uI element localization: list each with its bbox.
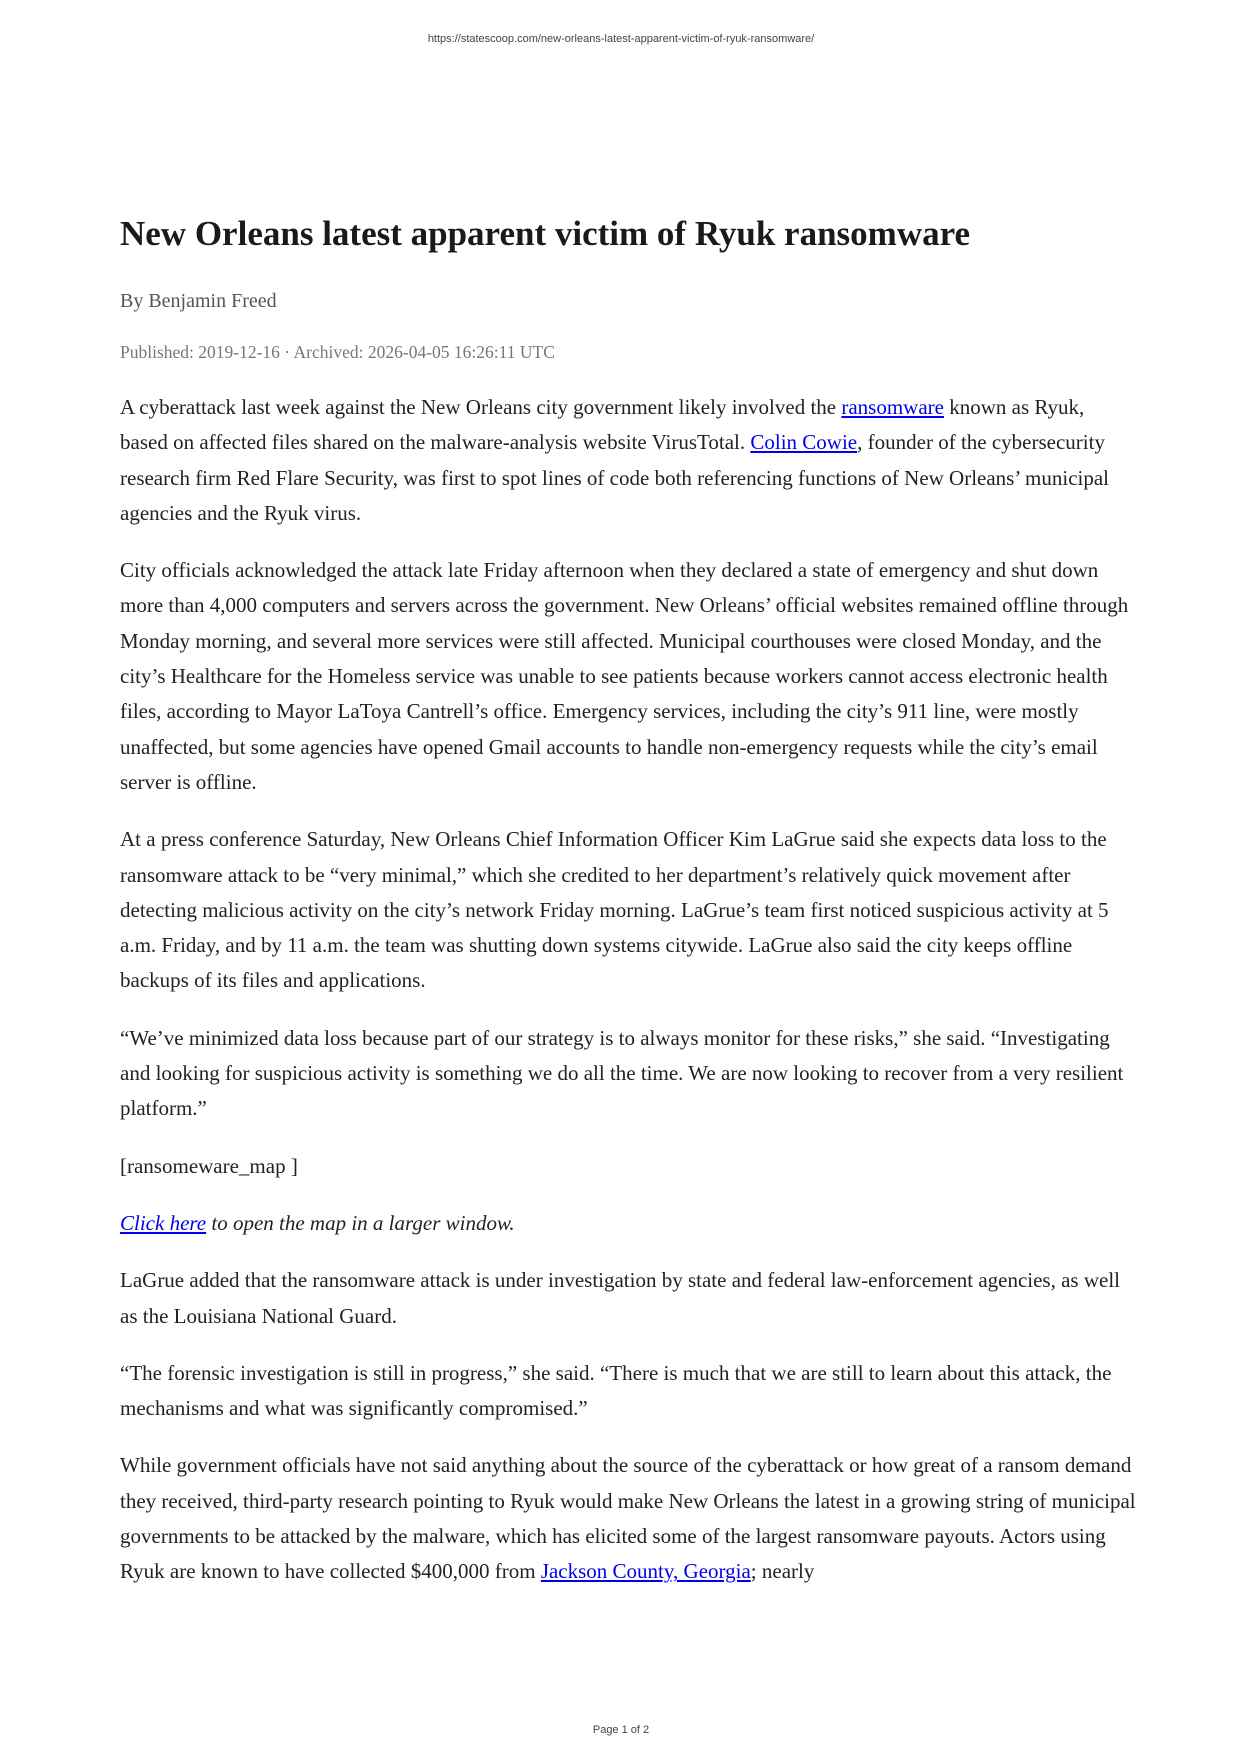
byline: By Benjamin Freed [120, 290, 277, 312]
paragraph-map-link [120, 1206, 1136, 1241]
paragraph-4: “We’ve minimized data loss because part of our strategy is to always monitor for these risks,” she said. “Investigating and looking for suspicious activity is something we do all the time. We are now looking to recover from a very resilient platform.” [120, 1025, 1124, 1121]
paragraph-2: City officials acknowledged the attack late Friday afternoon when they declared a state of emergency and shut down more than 4,000 computers and servers across the government. New Orleans’ official websites remained offline through Monday morning, and several more services were still affected. Municipal courthouses were closed Monday, and the city’s Healthcare for the Homeless service was unable to see patients because workers cannot access electronic health files, according to Mayor LaToya Cantrell’s office. Emergency services, including the city’s 911 line, were mostly unaffected, but some agencies have opened Gmail accounts to handle non-emergency requests while the city’s email server is offline. [120, 558, 1129, 794]
colin-cowie-link[interactable]: Colin Cowie [750, 430, 858, 455]
text: ; nearly [750, 1559, 815, 1584]
text: , founder of the cybersecurity research firm Red Flare Security, was first to spot lines of code both referencing functions of New Orleans’ municipal agencies and the Ryuk virus. [120, 430, 1110, 525]
paragraph-7: LaGrue added that the ransomware attack is under investigation by state and federal law-enforcement agencies, as well as the Louisiana National Guard. [120, 1268, 1121, 1328]
map-placeholder: [ransomeware_map ] [120, 1153, 298, 1178]
text: While government officials have not said anything about the source of the cyberattack or how great of a ransom demand they received, third-party research pointing to Ryuk would make New Orleans the latest in a growing string of municipal governments to be attacked by the malware, which has elicited some of the largest ransomware payouts. Actors using Ryuk are known to have collected $400,000 from [120, 1453, 1136, 1584]
text: A cyberattack last week against the New Orleans city government likely involved the [120, 395, 842, 419]
text: to open the map in a larger window. [206, 1210, 515, 1235]
paragraph-3: At a press conference Saturday, New Orleans Chief Information Officer Kim LaGrue said she expects data loss to the ransomware attack to be “very minimal,” which she credited to her department’s relatively quick movement after detecting malicious activity on the city’s network Friday morning. LaGrue’s team first noticed suspicious activity at 5 a.m. Friday, and by 11 a.m. the team was shutting down systems citywide. LaGrue also said the city keeps offline backups of its files and applications. [120, 827, 1109, 993]
publish-info: Published: 2019-12-16 · Archived: 2026-04-05 16:26:11 UTC [120, 342, 555, 362]
article-title: New Orleans latest apparent victim of Ryuk ransomware [120, 214, 971, 253]
ransomware-link[interactable]: ransomware [841, 395, 944, 419]
page-url: https://statescoop.com/new-orleans-latest-apparent-victim-of-ryuk-ransomware/ [427, 33, 815, 45]
click-here-link[interactable]: Click here [120, 1210, 207, 1235]
paragraph-8: “The forensic investigation is still in progress,” she said. “There is much that we are still to learn about this attack, the mechanisms and what was significantly compromised.” [120, 1360, 1112, 1421]
page-number: Page 1 of 2 [592, 1724, 650, 1736]
text: known as Ryuk, based on affected files shared on the malware-analysis website VirusTotal. [120, 395, 1085, 455]
jackson-county-link[interactable]: Jackson County, Georgia [540, 1559, 751, 1584]
article-body [120, 390, 1136, 1612]
paragraph-9 [120, 1448, 1136, 1589]
paragraph-1 [120, 390, 1136, 531]
